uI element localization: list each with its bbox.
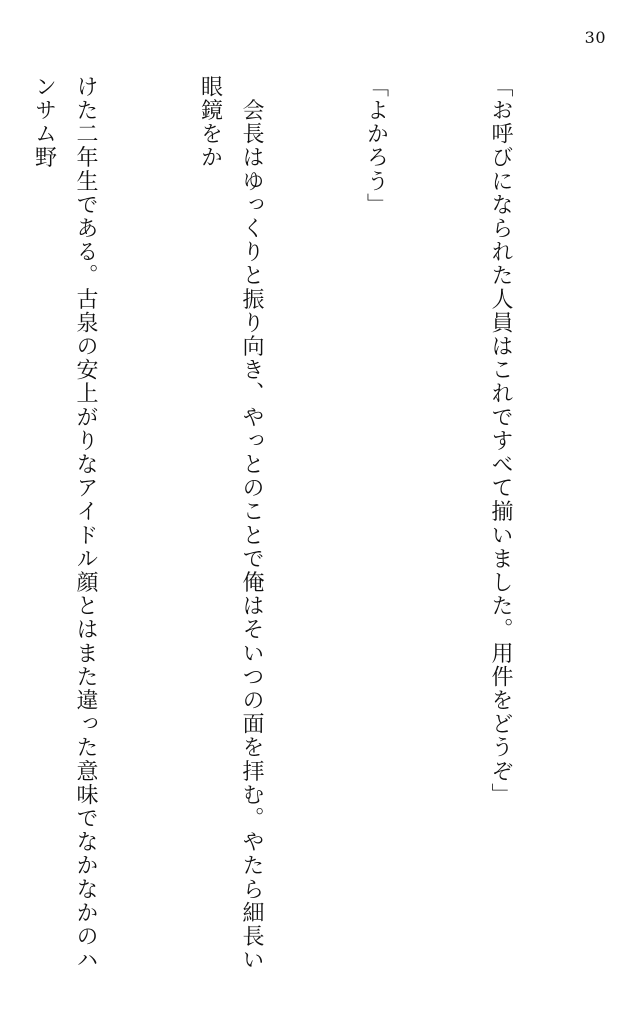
text-line: 「お呼びになられた人員はこれですべて揃いました。用件をどうぞ」 bbox=[488, 75, 513, 807]
page-number: 30 bbox=[584, 28, 606, 47]
vertical-text-block bbox=[0, 75, 604, 995]
text-line: 会長はゆっくりと振り向き、やっとのことで俺はそいつの面を拝む。やたら細長い眼鏡をか bbox=[197, 75, 264, 972]
text-line: 「よかろう」 bbox=[363, 75, 389, 217]
text-line: けた二年生である。古泉の安上がりなアイドル顔とはまた違った意味でなかなかのハンサム野 bbox=[31, 75, 98, 972]
